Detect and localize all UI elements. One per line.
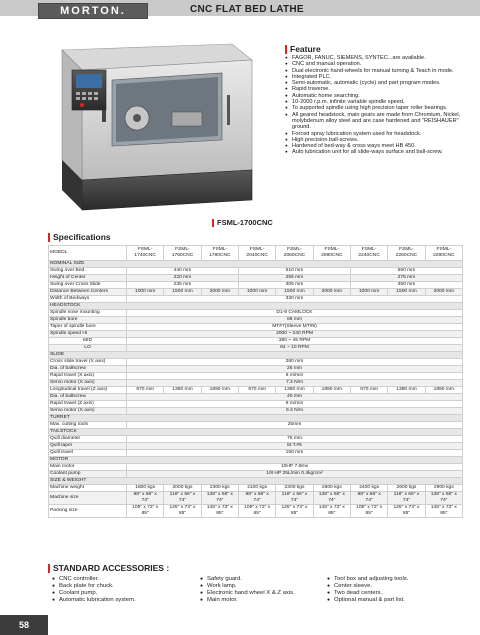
spec-model-label: MOEDL <box>49 246 127 261</box>
spec-section-label: SLIDE <box>49 352 463 359</box>
spec-row-label: Packing size <box>49 505 127 518</box>
spec-cell: 98" x 66" x 74" <box>350 492 387 505</box>
spec-row-label: Machine size <box>49 492 127 505</box>
spec-row-label: Coolant pump <box>49 471 127 478</box>
spec-cell: 138" x 66" x 74" <box>201 492 238 505</box>
spec-cell: M.T.#5 <box>127 443 463 450</box>
spec-cell: 1890 mm <box>313 387 350 394</box>
spec-row-label: Quill travel <box>49 450 127 457</box>
spec-section-label: TURRET <box>49 415 463 422</box>
spec-row <box>49 471 463 478</box>
accessory-item: ● Optional manual & part list. <box>327 597 408 604</box>
feature-item: ● Forced spray lubrication system used for headstock. <box>285 131 470 137</box>
spec-cell: 138" x 66" x 74" <box>425 492 462 505</box>
spec-row <box>49 289 463 296</box>
spec-model-header: FSML- 1780CNC <box>201 246 238 261</box>
accessory-item: ● Two dead centers. <box>327 590 408 597</box>
accessory-item: ● Electronic hand wheel X & Z axis. <box>200 590 295 597</box>
spec-cell: 560 mm <box>350 268 462 275</box>
spec-cell: 9.3 N/m <box>127 408 463 415</box>
spec-cell: 7.3 N/m <box>127 380 463 387</box>
spec-row <box>49 373 463 380</box>
accessory-item: ● CNC controller. <box>52 576 136 583</box>
spec-row-label: Dia. of ballscrew <box>49 394 127 401</box>
spec-cell: 98" x 66" x 74" <box>127 492 164 505</box>
spec-section-row <box>49 303 463 310</box>
spec-row <box>49 275 463 282</box>
spec-section-row <box>49 429 463 436</box>
accessories-column <box>327 576 408 604</box>
spec-cell: 145" x 73" x 85" <box>425 505 462 518</box>
spec-cell: 105" x 73" x 85" <box>350 505 387 518</box>
spec-row-label: Quill diameter <box>49 436 127 443</box>
accessories-heading-text: STANDARD ACCESSORIES : <box>53 563 170 573</box>
spec-cell: 1380 mm <box>388 387 425 394</box>
spec-row <box>49 380 463 387</box>
spec-row <box>49 464 463 471</box>
spec-cell: 1800 kgs <box>127 485 164 492</box>
spec-row-label: Servo motor (X axis) <box>49 408 127 415</box>
page-title: CNC FLAT BED LATHE <box>190 4 304 15</box>
spec-cell: 440 mm <box>127 268 239 275</box>
spec-row-label: Quill taper <box>49 443 127 450</box>
spec-row <box>49 387 463 394</box>
accessory-item: ● Coolant pump. <box>52 590 136 597</box>
feature-item: ● High precision ball-screws. <box>285 137 470 143</box>
spec-model-header: FSML- 2040CNC <box>238 246 275 261</box>
accessory-item: ● Automatic lubrication system. <box>52 597 136 604</box>
specifications-table <box>48 245 463 518</box>
spec-cell: 280 mm <box>127 359 463 366</box>
spec-row <box>49 436 463 443</box>
spec-cell: 10HP 7.5Kw <box>127 464 463 471</box>
spec-cell: 870 mm <box>350 387 387 394</box>
spec-cell: 1380 mm <box>164 387 201 394</box>
feature-item: ● Dual electronic hand-wheels for manual turning & Teach in mode. <box>285 68 470 74</box>
spec-cell: 118" x 66" x 74" <box>164 492 201 505</box>
spec-row-label: Dia. of ballscrew <box>49 366 127 373</box>
feature-item: ● 10-2000 r.p.m. infinite variable spindle speed. <box>285 99 470 105</box>
spec-row <box>49 282 463 289</box>
spec-cell: 6 m/min <box>127 373 463 380</box>
spec-cell: 275 mm <box>350 275 462 282</box>
spec-row <box>49 450 463 457</box>
spec-cell: 145" x 73" x 85" <box>201 505 238 518</box>
spec-row <box>49 268 463 275</box>
spec-row-label: Spindle nose mounting <box>49 310 127 317</box>
accessory-item: ● Tool box and adjusting tools. <box>327 576 408 583</box>
spec-cell: 2600 kgs <box>313 485 350 492</box>
spec-row <box>49 317 463 324</box>
spec-cell: 1380 mm <box>276 387 313 394</box>
spec-cell: 125" x 73" x 85" <box>276 505 313 518</box>
spec-cell: 510 mm <box>238 268 350 275</box>
spec-cell: 8 m/min <box>127 401 463 408</box>
spec-model-header: FSML- 2260CNC <box>388 246 425 261</box>
spec-row <box>49 324 463 331</box>
spec-row-label: MID <box>49 338 127 345</box>
feature-heading <box>285 44 321 54</box>
spec-row <box>49 345 463 352</box>
spec-row <box>49 492 463 505</box>
spec-cell: 2100 kgs <box>238 485 275 492</box>
spec-row-label: Main motor <box>49 464 127 471</box>
spec-row-label: Spindle speed HI <box>49 331 127 338</box>
spec-cell: 1890 mm <box>201 387 238 394</box>
spec-model-header: FSML- 2080CNC <box>313 246 350 261</box>
spec-cell: 1500 mm <box>164 289 201 296</box>
spec-cell: 98" x 66" x 74" <box>238 492 275 505</box>
spec-cell: 2000 ~ 240 RPM <box>127 331 463 338</box>
spec-model-header: FSML- 1760CNC <box>164 246 201 261</box>
spec-section-row <box>49 415 463 422</box>
spec-row-label: Swing over Bed <box>49 268 127 275</box>
model-caption <box>212 218 273 227</box>
spec-cell: 2000 mm <box>425 289 462 296</box>
spec-cell: 255 mm <box>238 275 350 282</box>
spec-cell: 125" x 73" x 85" <box>164 505 201 518</box>
spec-cell: 125" x 73" x 85" <box>388 505 425 518</box>
feature-heading-text: Feature <box>290 44 321 54</box>
accessories-heading <box>48 563 169 573</box>
spec-row-label: Taper of spindle bore <box>49 324 127 331</box>
spec-cell: 1000 mm <box>238 289 275 296</box>
spec-cell: 1890 mm <box>425 387 462 394</box>
spec-section-row <box>49 261 463 268</box>
spec-model-header: FSML- 2240CNC <box>350 246 387 261</box>
spec-cell: 2000 mm <box>313 289 350 296</box>
spec-cell: 380 ~ 45 RPM <box>127 338 463 345</box>
spec-cell: 220 mm <box>127 275 239 282</box>
spec-cell: 2300 kgs <box>276 485 313 492</box>
feature-item: ● Auto lubrication unit for all slide-ways surface and ball-screw. <box>285 149 470 155</box>
spec-cell: 2900 kgs <box>425 485 462 492</box>
feature-item: ● To supported spindle using high precision taper roller bearings. <box>285 105 470 111</box>
spec-cell: 105" x 73" x 85" <box>127 505 164 518</box>
feature-item: ● CNC and manual operation. <box>285 61 470 67</box>
spec-section-label: MOTOR <box>49 457 463 464</box>
spec-cell: D1-8 CAMLOCK <box>127 310 463 317</box>
spec-model-header: FSML- 1740CNC <box>127 246 164 261</box>
feature-item: ● Hardened of bed-way & cross ways meet HB 450. <box>285 143 470 149</box>
spec-cell: 145" x 73" x 85" <box>313 505 350 518</box>
spec-cell: 330 mm <box>127 296 463 303</box>
spec-cell: 118" x 66" x 74" <box>276 492 313 505</box>
spec-section-row <box>49 478 463 485</box>
spec-row <box>49 443 463 450</box>
spec-cell: 2000 kgs <box>164 485 201 492</box>
spec-cell: 1000 mm <box>127 289 164 296</box>
spec-cell: 1000 mm <box>350 289 387 296</box>
spec-cell: 870 mm <box>127 387 164 394</box>
spec-section-label: TAILSTOCK <box>49 429 463 436</box>
spec-cell: 350 mm <box>350 282 462 289</box>
accent-bar <box>212 219 214 227</box>
spec-row <box>49 408 463 415</box>
spec-row-label: Spindle bore <box>49 317 127 324</box>
spec-cell: 25 mm <box>127 366 463 373</box>
feature-item: ● Rapid traverse. <box>285 86 470 92</box>
feature-item: ● All geared headstock, main gears are made from Chromium, Nickel, molybdenum alloy steel and are case hardened and "REISHAUER" ground. <box>285 112 470 131</box>
spec-model-header: FSML- 2280CNC <box>425 246 462 261</box>
accessory-item: ● Work lamp. <box>200 583 295 590</box>
accessories-column <box>200 576 295 604</box>
model-caption-text: FSML-1700CNC <box>217 218 273 227</box>
spec-cell: 118" x 66" x 74" <box>388 492 425 505</box>
spec-row-label: Machine weight <box>49 485 127 492</box>
spec-section-label: NOMINAL SIZE <box>49 261 463 268</box>
spec-section-label: HEADSTOCK <box>49 303 463 310</box>
spec-row-label: Servo motor (X axis) <box>49 380 127 387</box>
lathe-machine-image <box>42 40 262 220</box>
spec-row-label: Width of Bedways <box>49 296 127 303</box>
spec-cell: 2300 kgs <box>201 485 238 492</box>
feature-item: ● FAGOR, FANUC, SIEMENS, SYNTEC...are available. <box>285 55 470 61</box>
spec-cell: 1/8 HP 25L/min 0.4kg/cm² <box>127 471 463 478</box>
spec-row <box>49 338 463 345</box>
spec-row-label: Rapid travel (Z axis) <box>49 401 127 408</box>
spec-cell: 84 ~ 10 RPM <box>127 345 463 352</box>
spec-row <box>49 310 463 317</box>
spec-row <box>49 485 463 492</box>
accessory-item: ● Safety guard. <box>200 576 295 583</box>
accessories-column <box>52 576 136 604</box>
spec-row-label: Rapid travel (X axis) <box>49 373 127 380</box>
spec-cell: 870 mm <box>238 387 275 394</box>
accessory-item: ● Center sleeve. <box>327 583 408 590</box>
spec-cell: MT#7(Sleeve MT#5) <box>127 324 463 331</box>
brand-logo: MORTON. <box>38 3 148 19</box>
spec-cell: 138" x 66" x 74" <box>313 492 350 505</box>
spec-row-label: Max. cutting tools <box>49 422 127 429</box>
spec-row <box>49 394 463 401</box>
spec-row <box>49 296 463 303</box>
spec-row <box>49 505 463 518</box>
spec-cell: 305 mm <box>238 282 350 289</box>
spec-cell: 40 mm <box>127 394 463 401</box>
specifications-heading-text: Specifications <box>53 232 111 242</box>
spec-row-label: Longitudinal travel (Z axis) <box>49 387 127 394</box>
spec-header-row <box>49 246 463 261</box>
spec-cell: 2600 kgs <box>388 485 425 492</box>
accent-bar <box>48 233 50 242</box>
page-number: 58 <box>0 615 48 635</box>
spec-row <box>49 331 463 338</box>
spec-cell: 2400 kgs <box>350 485 387 492</box>
spec-row <box>49 422 463 429</box>
spec-cell: 105" x 73" x 85" <box>238 505 275 518</box>
spec-section-label: SIZE & WEIGHT <box>49 478 463 485</box>
spec-row-label: Swing over Cross Slide <box>49 282 127 289</box>
spec-cell: 1500 mm <box>388 289 425 296</box>
spec-row <box>49 359 463 366</box>
accent-bar <box>285 45 287 54</box>
spec-row-label: LO <box>49 345 127 352</box>
spec-row-label: Height of Center <box>49 275 127 282</box>
feature-item: ● Automatic home searching. <box>285 93 470 99</box>
accent-bar <box>48 564 50 573</box>
spec-row <box>49 366 463 373</box>
accessory-item: ● Back plate for chuck. <box>52 583 136 590</box>
spec-section-row <box>49 352 463 359</box>
specifications-heading <box>48 232 111 242</box>
spec-model-header: FSML- 2060CNC <box>276 246 313 261</box>
spec-cell: 75 mm <box>127 436 463 443</box>
spec-row-label: Distance Between Centers <box>49 289 127 296</box>
spec-cell: 1500 mm <box>276 289 313 296</box>
spec-cell: 235 mm <box>127 282 239 289</box>
spec-row <box>49 401 463 408</box>
spec-cell: 25mm <box>127 422 463 429</box>
spec-section-row <box>49 457 463 464</box>
feature-list <box>285 55 470 156</box>
spec-cell: 86 mm <box>127 317 463 324</box>
accessory-item: ● Main motor. <box>200 597 295 604</box>
feature-item: ● Semi-automatic, automatic (cycle) and part program modes. <box>285 80 470 86</box>
spec-cell: 2000 mm <box>201 289 238 296</box>
spec-cell: 160 mm <box>127 450 463 457</box>
feature-item: ● Integrated PLC. <box>285 74 470 80</box>
spec-row-label: Cross slide travel (X axis) <box>49 359 127 366</box>
